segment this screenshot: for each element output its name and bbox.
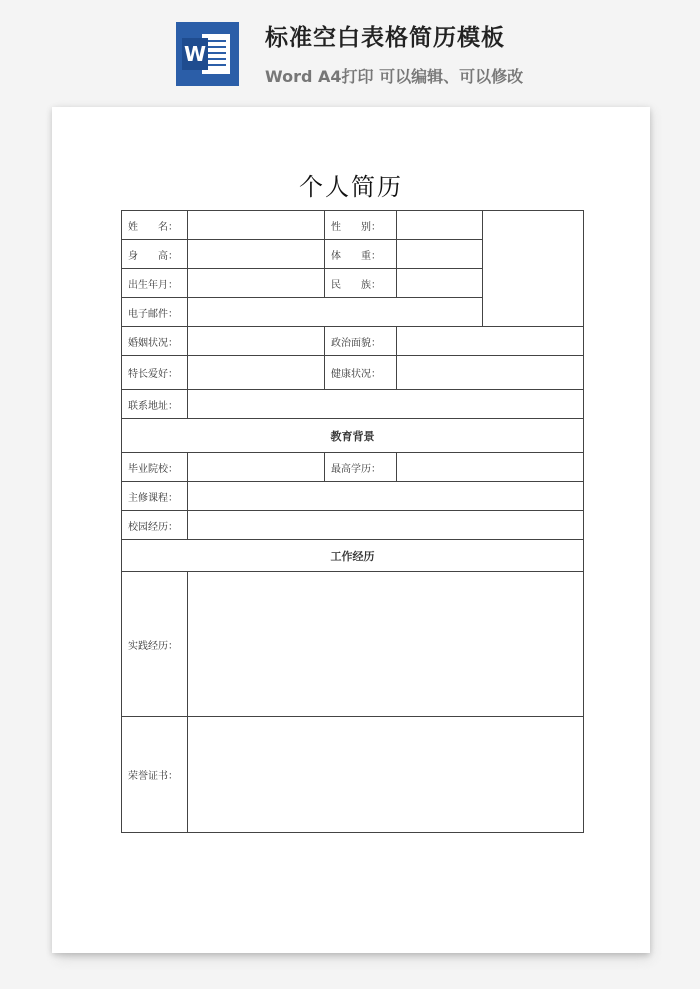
field-gender[interactable] bbox=[397, 211, 483, 240]
field-political[interactable] bbox=[397, 327, 584, 356]
field-height[interactable] bbox=[188, 240, 325, 269]
field-ethnicity[interactable] bbox=[397, 269, 483, 298]
table-row bbox=[122, 453, 584, 482]
label-degree: 最高学历： bbox=[325, 453, 397, 482]
table-row bbox=[122, 717, 584, 833]
field-address[interactable] bbox=[188, 390, 584, 419]
field-honors[interactable] bbox=[188, 717, 584, 833]
table-row bbox=[122, 419, 584, 453]
label-name: 姓 名： bbox=[122, 211, 188, 240]
document-page bbox=[52, 107, 650, 953]
resume-table bbox=[121, 210, 584, 833]
label-address: 联系地址： bbox=[122, 390, 188, 419]
field-marital[interactable] bbox=[188, 327, 325, 356]
label-height: 身 高： bbox=[122, 240, 188, 269]
word-icon bbox=[176, 22, 239, 86]
field-degree[interactable] bbox=[397, 453, 584, 482]
field-health[interactable] bbox=[397, 356, 584, 390]
field-school[interactable] bbox=[188, 453, 325, 482]
field-practice[interactable] bbox=[188, 572, 584, 717]
label-email: 电子邮件： bbox=[122, 298, 188, 327]
label-weight: 体 重： bbox=[325, 240, 397, 269]
label-major: 主修课程： bbox=[122, 482, 188, 511]
label-practice: 实践经历： bbox=[122, 572, 188, 717]
table-row bbox=[122, 482, 584, 511]
page-title: 标准空白表格简历模板 bbox=[265, 25, 505, 51]
field-specialty[interactable] bbox=[188, 356, 325, 390]
svg-text:W: W bbox=[183, 42, 207, 66]
label-ethnicity: 民 族： bbox=[325, 269, 397, 298]
table-row bbox=[122, 572, 584, 717]
table-row bbox=[122, 327, 584, 356]
label-campus: 校园经历： bbox=[122, 511, 188, 540]
label-birth: 出生年月： bbox=[122, 269, 188, 298]
table-row bbox=[122, 356, 584, 390]
section-heading-education: 教育背景 bbox=[122, 419, 584, 453]
field-campus[interactable] bbox=[188, 511, 584, 540]
label-honors: 荣誉证书： bbox=[122, 717, 188, 833]
label-political: 政治面貌： bbox=[325, 327, 397, 356]
label-health: 健康状况： bbox=[325, 356, 397, 390]
label-marital: 婚姻状况： bbox=[122, 327, 188, 356]
section-heading-work: 工作经历 bbox=[122, 540, 584, 572]
field-major[interactable] bbox=[188, 482, 584, 511]
table-row bbox=[122, 540, 584, 572]
field-name[interactable] bbox=[188, 211, 325, 240]
field-birth[interactable] bbox=[188, 269, 325, 298]
table-row bbox=[122, 511, 584, 540]
field-weight[interactable] bbox=[397, 240, 483, 269]
label-gender: 性 别： bbox=[325, 211, 397, 240]
header bbox=[0, 0, 700, 105]
table-row bbox=[122, 211, 584, 240]
label-specialty: 特长爱好： bbox=[122, 356, 188, 390]
table-row bbox=[122, 390, 584, 419]
document-title: 个人简历 bbox=[299, 173, 403, 201]
page-subtitle: Word A4打印 可以编辑、可以修改 bbox=[265, 67, 524, 86]
photo-cell[interactable] bbox=[483, 211, 584, 327]
field-email[interactable] bbox=[188, 298, 483, 327]
label-school: 毕业院校： bbox=[122, 453, 188, 482]
